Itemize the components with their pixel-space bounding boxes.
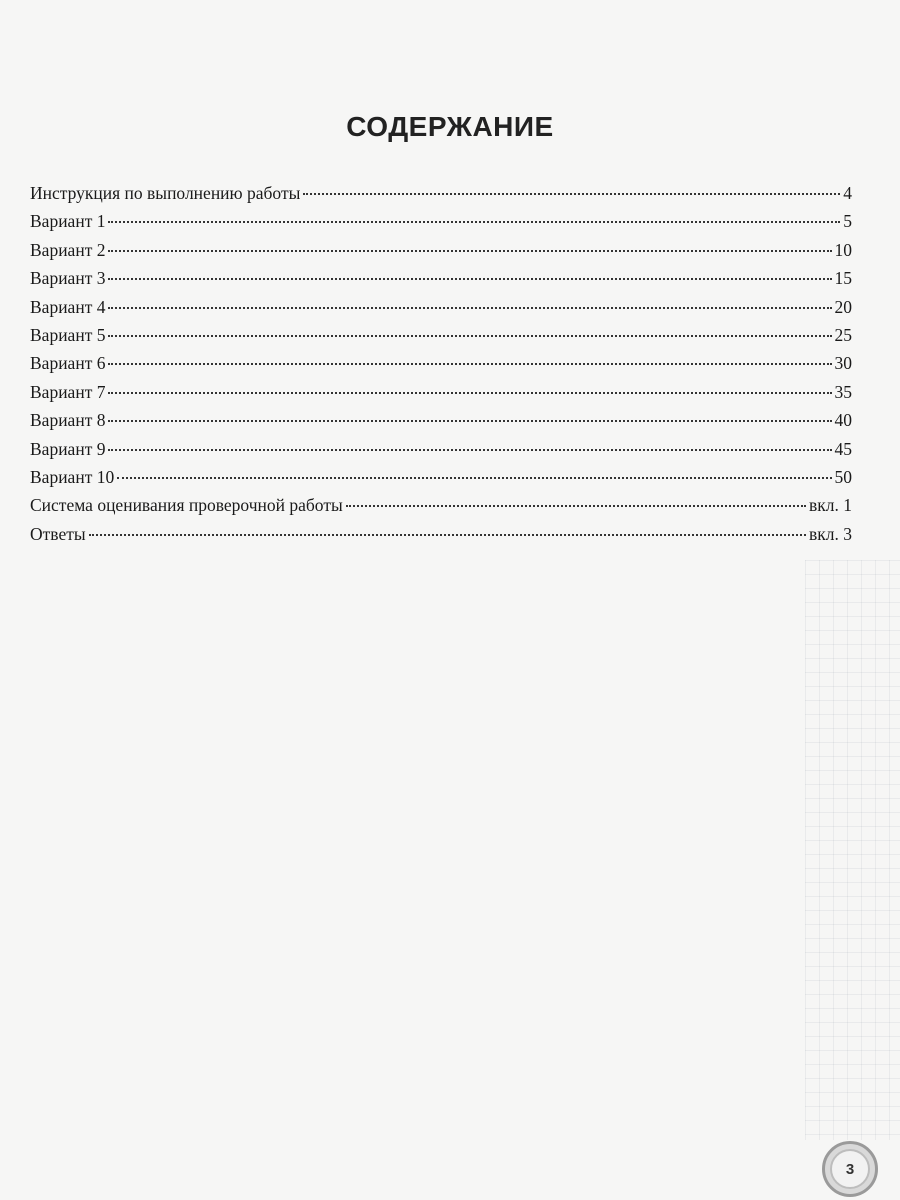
toc-entry-label: Вариант 5 (30, 324, 106, 345)
dot-leader (108, 278, 831, 280)
dot-leader (108, 363, 831, 365)
toc-entry-label: Ответы (30, 523, 86, 544)
dot-leader (346, 505, 806, 507)
dot-leader (108, 221, 840, 223)
grid-paper-bleed (805, 560, 900, 1140)
page-number: 3 (830, 1149, 870, 1189)
toc-entry-page: 5 (843, 211, 852, 232)
toc-entry-label: Вариант 9 (30, 438, 106, 459)
dot-leader (117, 477, 831, 479)
toc-entry-label: Вариант 4 (30, 296, 106, 317)
toc-entry-page: 25 (834, 324, 852, 345)
toc-entry (30, 495, 852, 523)
toc-entry-label: Вариант 10 (30, 466, 115, 487)
toc-entry-page: 4 (843, 183, 852, 203)
toc-entry-page: 10 (834, 239, 852, 260)
toc-entry (30, 382, 852, 410)
toc-entry (30, 211, 852, 239)
toc-entry-page: вкл. 1 (809, 495, 852, 516)
toc-entry-label: Вариант 3 (30, 268, 106, 289)
dot-leader (108, 335, 831, 337)
toc-entry-label: Вариант 2 (30, 239, 106, 260)
toc-entry-page: вкл. 3 (809, 523, 852, 544)
toc-entry-page: 20 (834, 296, 852, 317)
toc-entry (30, 325, 852, 353)
toc-entry (30, 439, 852, 467)
dot-leader (108, 449, 831, 451)
toc-entry (30, 297, 852, 325)
toc-entry-label: Инструкция по выполнению работы (30, 183, 301, 203)
toc-entry-page: 50 (834, 466, 852, 487)
toc-entry-label: Вариант 8 (30, 410, 106, 431)
toc-entry (30, 183, 852, 211)
toc-entry-page: 15 (834, 268, 852, 289)
toc-entry (30, 268, 852, 296)
toc-entry-label: Вариант 1 (30, 211, 106, 232)
dot-leader (108, 250, 831, 252)
toc-entry (30, 467, 852, 495)
page-number-badge (822, 1141, 878, 1197)
dot-leader (108, 392, 831, 394)
toc-entry-label: Система оценивания проверочной работы (30, 495, 343, 516)
dot-leader (303, 193, 840, 195)
toc-entry (30, 410, 852, 438)
toc-entry-page: 35 (834, 381, 852, 402)
toc-entry (30, 240, 852, 268)
dot-leader (89, 534, 806, 536)
toc-entry-page: 40 (834, 410, 852, 431)
table-of-contents (30, 183, 852, 552)
dot-leader (108, 420, 831, 422)
toc-entry-label: Вариант 7 (30, 381, 106, 402)
toc-entry-page: 45 (834, 438, 852, 459)
toc-entry-label: Вариант 6 (30, 353, 106, 374)
toc-entry (30, 353, 852, 381)
toc-entry (30, 524, 852, 552)
dot-leader (108, 307, 831, 309)
toc-entry-page: 30 (834, 353, 852, 374)
page-title: СОДЕРЖАНИЕ (346, 110, 554, 142)
